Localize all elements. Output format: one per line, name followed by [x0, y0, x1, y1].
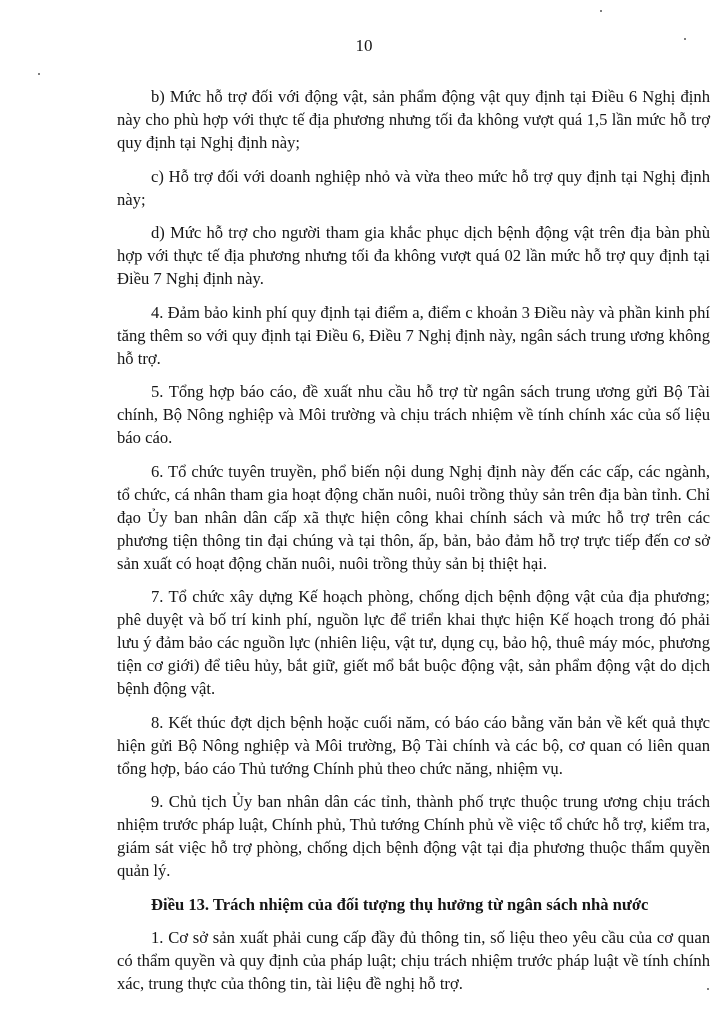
paragraph-8: 8. Kết thúc đợt dịch bệnh hoặc cuối năm, có báo cáo bằng văn bản về kết quả thực hiện gửi Bộ Nông nghiệp và Môi trường, Bộ Tài chính và các bộ, cơ quan có liên quan tổng hợp, báo cáo Thủ tướng Chính phủ theo chức năng, nhiệm vụ.: [117, 712, 710, 778]
paragraph-5: 5. Tổng hợp báo cáo, đề xuất nhu cầu hỗ trợ từ ngân sách trung ương gửi Bộ Tài chính, Bộ Nông nghiệp và Môi trường và chịu trách nhiệm về tính chính xác của số liệu báo cáo.: [117, 382, 710, 447]
paragraph-3c: c) Hỗ trợ đối với doanh nghiệp nhỏ và vừa theo mức hỗ trợ quy định tại Nghị định này;: [117, 166, 710, 209]
paragraph-4: 4. Đảm bảo kinh phí quy định tại điểm a, điểm c khoản 3 Điều này và phần kinh phí tăng thêm so với quy định tại Điều 6, Điều 7 Nghị định này, ngân sách trung ương không hỗ trợ.: [117, 302, 710, 368]
scan-speck: [600, 10, 602, 12]
scan-speck: [684, 38, 686, 40]
article-13-heading: Điều 13. Trách nhiệm của đối tượng thụ hưởng từ ngân sách nhà nước: [151, 894, 649, 914]
page-number: 10: [355, 36, 373, 55]
paragraph-7: 7. Tổ chức xây dựng Kế hoạch phòng, chống dịch bệnh động vật của địa phương; phê duyệt và bố trí kinh phí, nguồn lực để triển khai thực hiện Kế hoạch trong đó phải lưu ý đảm bảo các nguồn lực (nhiên liệu, vật tư, dụng cụ, bảo hộ, thuê máy móc, phương tiện cơ giới) để tiêu hủy, bắt giữ, giết mổ bắt buộc động vật, sản phẩm động vật do dịch bệnh động vật.: [117, 587, 710, 698]
paragraph-9: 9. Chủ tịch Ủy ban nhân dân các tỉnh, thành phố trực thuộc trung ương chịu trách nhiệm trước pháp luật, Chính phủ, Thủ tướng Chính phủ về việc tổ chức hỗ trợ, kiểm tra, giám sát việc hỗ trợ phòng, chống dịch bệnh động vật tại địa phương thuộc thẩm quyền quản lý.: [117, 792, 710, 880]
scan-speck: [38, 73, 40, 75]
article-13-paragraph-1: 1. Cơ sở sản xuất phải cung cấp đầy đủ thông tin, số liệu theo yêu cầu của cơ quan có thẩm quyền và quy định của pháp luật; chịu trách nhiệm trước pháp luật về tính chính xác, trung thực của thông tin, tài liệu đề nghị hỗ trợ.: [117, 928, 710, 993]
document-body: [117, 85, 710, 1006]
paragraph-3b: b) Mức hỗ trợ đối với động vật, sản phẩm động vật quy định tại Điều 6 Nghị định này cho phù hợp với thực tế địa phương nhưng tối đa không vượt quá 1,5 lần mức hỗ trợ quy định tại Nghị định này;: [117, 87, 710, 152]
paragraph-6: 6. Tổ chức tuyên truyền, phổ biến nội dung Nghị định này đến các cấp, các ngành, tổ chức, cá nhân tham gia hoạt động chăn nuôi, nuôi trồng thủy sản trên địa bàn tỉnh. Chỉ đạo Ủy ban nhân dân cấp xã thực hiện công khai chính sách và mức hỗ trợ trên các phương tiện thông tin đại chúng và tại thôn, ấp, bản, bảo đảm hỗ trợ trực tiếp đến cơ sở sản xuất có hoạt động chăn nuôi, nuôi trồng thủy sản bị thiệt hại.: [117, 461, 710, 573]
paragraph-3d: d) Mức hỗ trợ cho người tham gia khắc phục dịch bệnh động vật trên địa bàn phù hợp với thực tế địa phương nhưng tối đa không vượt quá 02 lần mức hỗ trợ quy định tại Điều 7 Nghị định này.: [117, 223, 710, 288]
